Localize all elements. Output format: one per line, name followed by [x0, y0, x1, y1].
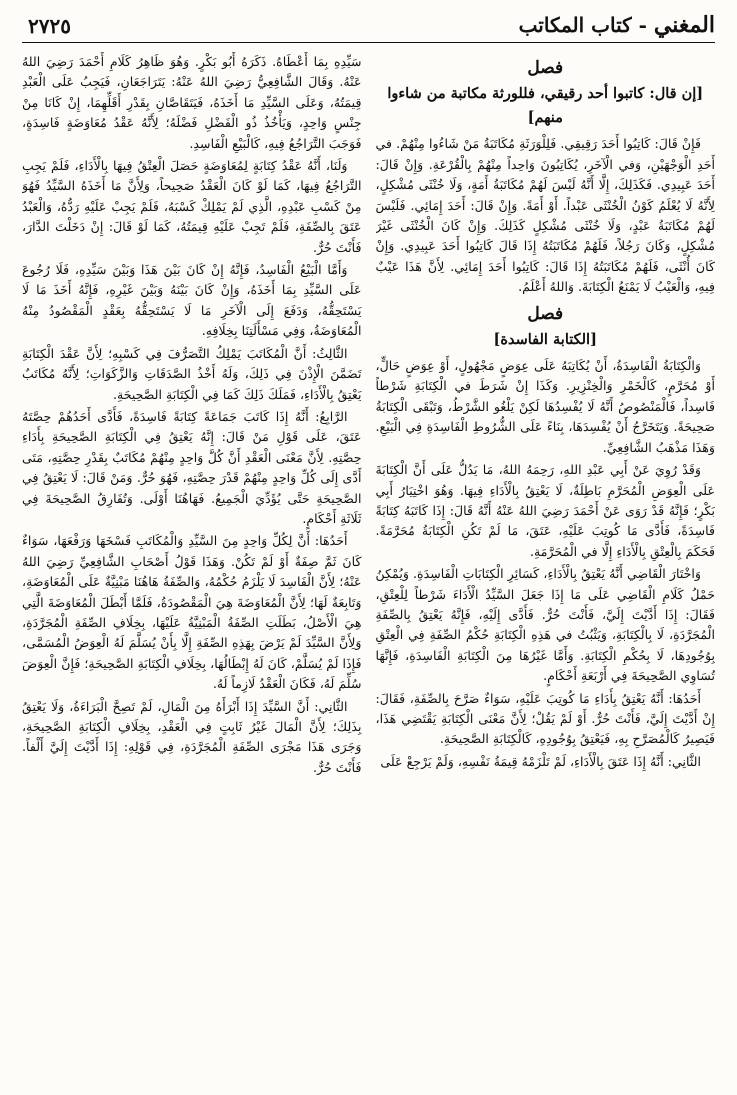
paragraph: الثَّالِثُ: أَنَّ الْمُكَاتَبَ يَمْلِكُ التَّصَرُّفَ فِي كَسْبِهِ؛ لِأَنَّ عَقْدَ الْكِتَابَةِ تَضَمَّنَ الْإِذْنَ فِي ذَلِكَ، وَلَهُ أَخْذُ الصَّدَقَاتِ وَالزَّكَوَاتِ؛ لِأَنَّهُ مُكَاتَبٌ يَعْتِقُ بِالْأَدَاءِ، فَمَلَكَ ذَلِكَ كَمَا فِي الْكِتَابَةِ الصَّحِيحَةِ.: [22, 345, 362, 402]
paragraph: الرَّابِعُ: أَنَّهُ إِذَا كَاتَبَ جَمَاعَةً كِتَابَةً فَاسِدَةً، فَأَدَّى أَحَدُهُمْ حِصَّتَهُ عَتَقَ، عَلَى قَوْلِ مَنْ قَالَ: إِنَّهُ يَعْتِقُ فِي الْكِتَابَةِ الصَّحِيحَةِ بِأَدَاءِ حِصَّتِهِ. لِأَنَّ مَعْنَى الْعَقْدِ أَنَّ كُلَّ وَاحِدٍ مِنْهُمْ مُكَاتَبٌ بِقَدْرِ حِصَّتِهِ، مَتَى أَدَّى إِلَى كُلِّ وَاحِدٍ مِنْهُمْ قَدْرَ حِصَّتِهِ، فَهُوَ حُرٌّ. وَمَنْ قَالَ: لَا يَعْتِقُ فِي الصَّحِيحَةِ حَتَّى يُؤَدِّيَ الْجَمِيعُ. فَهَاهُنَا أَوْلَى. وَتُفَارِقُ الصَّحِيحَةَ فِي ثَلَاثَةِ أَحْكَامٍ.: [22, 408, 362, 526]
paragraph: سَيِّدِهِ بِمَا أَعْطَاهُ. ذَكَرَهُ أَبُو بَكْرٍ. وَهُوَ ظَاهِرُ كَلَامِ أَحْمَدَ رَضِيَ اللهُ عَنْهُ. وَقَالَ الشَّافِعِيُّ رَضِيَ اللهُ عَنْهُ: يَتَرَاجَعَانِ، فَيَجِبُ عَلَى الْعَبْدِ قِيمَتُهُ، وَعَلَى السَّيِّدِ مَا أَخَذَهُ، فَيَتَقَاصَّانِ بِقَدْرِ أَقَلِّهِمَا، إِنْ كَانَا مِنْ جِنْسٍ وَاحِدٍ، وَيَأْخُذُ ذُو الْفَضْلِ فَضْلَهُ؛ لِأَنَّهُ عَقْدُ مُعَاوَضَةٍ فَاسِدَةٍ، فَوَجَبَ التَّرَاجُعُ فِيهِ، كَالْبَيْعِ الْفَاسِدِ.: [22, 54, 362, 151]
paragraph: وَأَمَّا الْبَيْعُ الْفَاسِدُ، فَإِنَّهُ إِنْ كَانَ بَيْنَ هَذَا وَبَيْنَ سَيِّدِهِ، فَلَا رُجُوعَ عَلَى السَّيِّدِ بِمَا أَخَذَهُ، وَإِنْ كَانَ بَيْنَهُ وَبَيْنَ غَيْرِهِ، فَإِنَّهُ أَخَذَ مَا لَا يَسْتَحِقُّهُ، وَدَفَعَ إِلَى الْآخَرِ مَا لَا يَسْتَحِقُّهُ بِعَقْدٍ الْمَقْصُودُ مِنْهُ الْمُعَاوَضَةُ، وَفِي مَسْأَلَتِنَا بِخِلَافِهِ.: [22, 262, 362, 339]
paragraph: فَإِنْ قَالَ: كَاتِبُوا أَحَدَ رَقِيقِي. فَلِلْوَرَثَةِ مُكَاتَبَةُ مَنْ شَاءُوا مِنْهُمْ. في أَحَدِ الْوَجْهَيْنِ، وَفي الْآخَرِ، يُكَاتِبُونَ وَاحِداً مِنْهُمْ بِالْقُرْعَةِ. وَإِنْ قَالَ: أَحَدَ عَبِيدِي. فَكَذَلِكَ، إِلَّا أَنَّهُ لَيْسَ لَهُمْ مُكَاتَبَةُ أَمَةٍ، وَلَا خُنْثَى مُشْكِلٍ، لِأَنَّهُ لَا يُعْلَمُ كَوْنُ الْخُنْثَى عَبْداً. أَوْ أَمَةً. وَإِنْ قَالَ: أَحَدَ إِمَائِي. فَلَيْسَ لَهُمْ مُكَاتَبَةُ عَبْدٍ، وَلَا خُنْثَى مُشْكِلٍ كَذَلِكَ. وَإِنْ كَانَ الْخُنْثَى غَيْرَ مُشْكِلٍ، وَكَانَ رَجُلاً، فَلَهُمْ مُكَاتَبَتُهُ إِذَا قَالَ كَاتِبُوا أَحَدَ عَبِيدِي. وَإِنْ كَانَ أُنْثَى، فَلَهُمْ مُكَاتَبَتُهُ إِذَا قَالَ: كَاتِبُوا أَحَدَ إِمَائِي. لِأَنَّ هَذَا عَيْبٌ فِيهِ، وَالْعَيْبُ لَا يَمْنَعُ الْكِتَابَةَ. وَاللهُ أَعْلَمُ.: [375, 136, 715, 295]
page-number: ٢٧٢٥: [28, 14, 71, 38]
two-column-body: [22, 52, 715, 1083]
section-subheading: [الكتابة الفاسدة]: [493, 331, 597, 349]
right-column: [376, 52, 716, 1083]
chapter-title: - كتاب المكاتب: [518, 13, 647, 37]
header-title: [519, 12, 715, 38]
paragraph: وَلَنَا، أَنَّهُ عَقْدُ كِتَابَةٍ لِمُعَاوَضَةٍ حَصَلَ الْعِتْقُ فِيهَا بِالْأَدَاءِ، فَلَمْ يَجِبِ التَّرَاجُعُ فِيهَا، كَمَا لَوْ كَانَ الْعَقْدُ صَحِيحاً، وَلِأَنَّ مَا أَخَذَهُ السَّيِّدُ فَهُوَ مِنْ كَسْبِ عَبْدِهِ، الَّذِي لَمْ يَمْلِكْ كَسْبَهُ، فَلَمْ يَجِبْ عَلَيْهِ رَدُّهُ، وَالْعَبْدُ عَتَقَ بِالصِّفَةِ، فَلَمْ تَجِبْ عَلَيْهِ قِيمَتُهُ، كَمَا لَوْ قَالَ: إِنْ دَخَلْتَ الدَّارَ، فَأَنْتَ حُرٌّ.: [22, 158, 362, 255]
paragraph: وَقَدْ رُوِيَ عَنْ أَبِي عَبْدِ اللهِ، رَحِمَهُ اللهُ، مَا يَدُلُّ عَلَى أَنَّ الْكِتَابَةَ عَلَى الْعِوَضِ الْمُحَرَّمِ بَاطِلَةٌ، لَا يَعْتِقُ بِالْأَدَاءِ فِيهَا. وَهُوَ اخْتِيَارُ أَبِي بَكْرٍ؛ فَإِنَّهُ قَدْ رَوَى عَنْ أَحْمَدَ رَضِيَ اللهُ عَنْهُ أَنَّهُ قَالَ: إِذَا كَاتَبَهُ كِتَابَةً فَاسِدَةً، فَأَدَّى مَا كُوتِبَ عَلَيْهِ، عَتَقَ، مَا لَمْ تَكُنِ الْكِتَابَةُ مُحَرَّمَةً. فَحَكَمَ بِالْعِتْقِ بِالْأَدَاءِ إِلَّا في الْمُحَرَّمَةِ.: [375, 462, 715, 559]
paragraph: وَاخْتَارَ الْقَاضِي أَنَّهُ يَعْتِقُ بِالْأَدَاءِ، كَسَائِرِ الْكِتَابَاتِ الْفَاسِدَةِ. وَيُمْكِنُ حَمْلُ كَلَامِ الْقَاضِي عَلَى مَا إِذَا جَعَلَ السَّيِّدُ الْأَدَاءَ شَرْطاً لِلْعِتْقِ، فَقَالَ: إِذَا أَدَّيْتَ إِلَيَّ، فَأَنْتَ حُرٌّ. فَأَدَّى إِلَيْهِ، فَإِنَّهُ يَعْتِقُ بِالصِّفَةِ الْمُجَرَّدَةِ، لَا بِالْكِتَابَةِ، وَيَثْبُتُ في هَذِهِ الْكِتَابَةِ حُكْمُ الصِّفَةِ فِي الْعِتْقِ بِوُجُودِهَا، لَا بِحُكْمِ الْكِتَابَةِ. وَأَمَّا غَيْرُهَا مِنَ الْكِتَابَةِ الْفَاسِدَةِ، فَإِنَّهَا تُسَاوِي الصَّحِيحَةَ فِي أَرْبَعَةِ أَحْكَامٍ.: [375, 566, 715, 684]
section-subheading: [إن قال: كاتبوا أحد رقيقي، فللورثة مكاتبة من شاءوا منهم]: [387, 85, 704, 127]
paragraph: الثَّانِي: أَنَّهُ إِذَا عَتَقَ بِالْأَدَاءِ، لَمْ تَلْزَمْهُ قِيمَةُ نَفْسِهِ، وَلَمْ يَرْجِعْ عَلَى: [380, 753, 701, 769]
book-title: المغني: [653, 12, 715, 38]
left-column: [22, 52, 362, 1083]
section-heading: فصل: [527, 303, 564, 324]
running-header: [22, 8, 715, 43]
paragraph: أَحَدُهَا: أَنَّ لِكُلِّ وَاحِدٍ مِنَ السَّيِّدِ وَالْمُكَاتَبِ فَسْخَهَا وَرَفْعَهَا، سَوَاءٌ كَانَ ثَمَّ صِفَةٌ أَوْ لَمْ تَكُنْ. وَهَذَا قَوْلُ أَصْحَابِ الشَّافِعِيِّ رَضِيَ اللهُ عَنْهُ؛ لِأَنَّ الْفَاسِدَ لَا يَلْزَمُ حُكْمُهُ، وَالصِّفَةُ هَاهُنَا مَبْنِيَّةٌ عَلَى الْمُعَاوَضَةِ، وَتَابِعَةٌ لَهَا؛ لِأَنَّ الْمُعَاوَضَةَ هِيَ الْمَقْصُودَةُ، فَلَمَّا أَبْطَلَ الْمُعَاوَضَةَ الَّتِي هِيَ الْأَصْلُ، بَطَلَتِ الصِّفَةُ الْمَبْنِيَّةُ عَلَيْهَا، بِخِلَافِ الصِّفَةِ الْمُجَرَّدَةِ، وَلِأَنَّ السَّيِّدَ لَمْ يَرْضَ بِهَذِهِ الصِّفَةِ إِلَّا بِأَنْ يُسَلَّمَ لَهُ الْعِوَضُ الْمُسَمَّى، فَإِذَا لَمْ يُسَلَّمْ، كَانَ لَهُ إِبْطَالُهَا، بِخِلَافِ الْكِتَابَةِ الصَّحِيحَةِ؛ فَإِنَّ الْعِوَضَ سُلِّمَ لَهُ، فَكَانَ الْعَقْدُ لَازِماً لَهُ.: [22, 533, 362, 692]
paragraph: الثَّانِي: أَنَّ السَّيِّدَ إِذَا أَبْرَأَهُ مِنَ الْمَالِ، لَمْ تَصِحَّ الْبَرَاءَةُ، وَلَا يَعْتِقُ بِذَلِكَ؛ لِأَنَّ الْمَالَ غَيْرُ ثَابِتٍ فِي الْعَقْدِ، بِخِلَافِ الْكِتَابَةِ الصَّحِيحَةِ، وَجَرَى هَذَا مَجْرَى الصِّفَةِ الْمُجَرَّدَةِ، فِي قَوْلِهِ: إِذَا أَدَّيْتَ إِلَيَّ أَلْفاً. فَأَنْتَ حُرٌّ.: [22, 698, 362, 775]
section-heading: فصل: [527, 58, 564, 78]
paragraph: وَالْكِتَابَةُ الْفَاسِدَةُ، أَنْ يُكَاتِبَهُ عَلَى عِوَضٍ مَجْهُولٍ، أَوْ عِوَضٍ حَالٍّ، أَوْ مُحَرَّمٍ، كَالْخَمْرِ وَالْخِنْزِيرِ. وَكَذَا إِنْ شَرَطَ في الْكِتَابَةِ شَرْطاً فَاسِداً، فَالْمَنْصُوصُ أَنَّهُ لَا يُفْسِدُهَا لَكِنْ يَلْغُو الشَّرْطُ، وَتَبْقَى الْكِتَابَةُ صَحِيحَةً. وَيَتَخَرَّجُ أَنْ يُفْسِدَهَا، بِنَاءً عَلَى الشُّرُوطِ الْفَاسِدَةِ فِي الْبَيْعِ. وَهَذَا مَذْهَبُ الشَّافِعِيِّ.: [375, 358, 715, 455]
paragraph: أَحَدُهَا: أَنَّهُ يَعْتِقُ بِأَدَاءِ مَا كُوتِبَ عَلَيْهِ، سَوَاءٌ صَرَّحَ بِالصِّفَةِ، فَقَالَ: إِنْ أَدَّيْتَ إِلَيَّ، فَأَنْتَ حُرٌّ. أَوْ لَمْ يَقُلْ؛ لِأَنَّ مَعْنَى الْكِتَابَةِ يَقْتَضِي هَذَا، فَيَصِيرُ كَالْمُصَرَّحِ بِهِ، فَيَعْتِقُ بِوُجُودِهِ، كَالْكِتَابَةِ الصَّحِيحَةِ.: [375, 690, 715, 747]
